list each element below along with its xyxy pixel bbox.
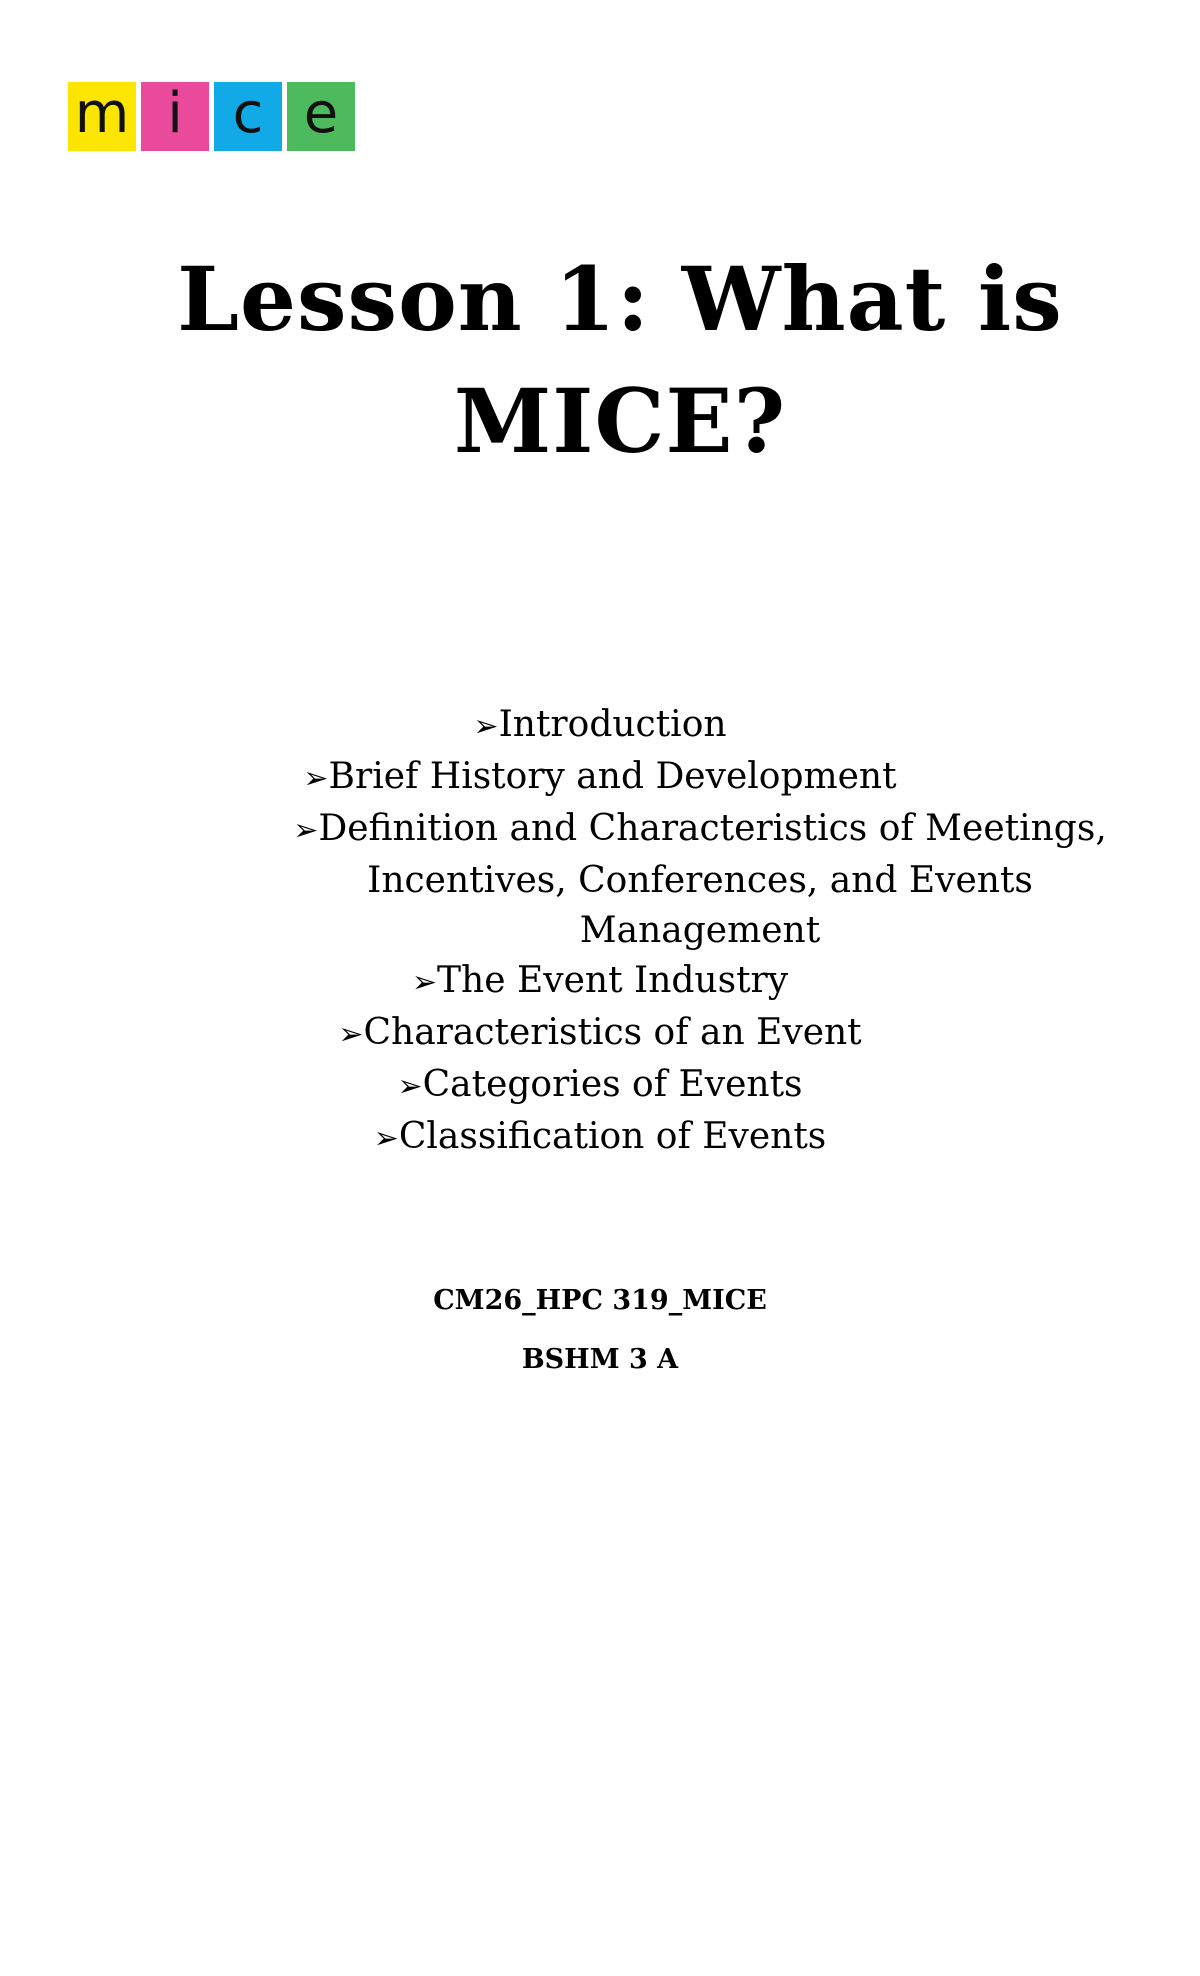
logo-tile-e — [287, 82, 355, 151]
arrow-bullet-icon: ➢ — [473, 709, 499, 744]
topic-text: Categories of Events — [422, 1064, 803, 1105]
logo-tile-i — [141, 82, 209, 151]
arrow-bullet-icon: ➢ — [397, 1069, 423, 1104]
topic-text: Classification of Events — [398, 1116, 827, 1157]
logo-letter: c — [232, 80, 264, 146]
topic-item — [0, 1060, 1200, 1112]
topic-item — [0, 956, 1200, 1008]
topic-text: Introduction — [498, 704, 727, 745]
topic-text: The Event Industry — [437, 960, 789, 1001]
course-code: CM26_HPC 319_MICE — [433, 1285, 767, 1316]
topic-text: Definition and Characteristics of Meetings, Incentives, Conferences, and Events Management — [318, 808, 1107, 951]
arrow-bullet-icon: ➢ — [338, 1017, 364, 1052]
logo-letter: i — [167, 80, 183, 146]
arrow-bullet-icon: ➢ — [373, 1121, 399, 1156]
logo-letter: m — [74, 80, 130, 146]
logo-tile-c — [214, 82, 282, 151]
mice-logo — [68, 82, 355, 151]
topic-list — [0, 700, 1200, 1164]
topic-item — [0, 1008, 1200, 1060]
topic-item — [0, 752, 1200, 804]
topic-item — [0, 1112, 1200, 1164]
topic-text: Brief History and Development — [328, 756, 897, 797]
logo-letter: e — [303, 80, 339, 146]
topic-item — [270, 804, 1130, 956]
topic-text: Characteristics of an Event — [363, 1012, 862, 1053]
arrow-bullet-icon: ➢ — [303, 761, 329, 796]
topic-item — [0, 700, 1200, 752]
page-title: Lesson 1: What is MICE? — [177, 247, 1063, 473]
arrow-bullet-icon: ➢ — [411, 965, 438, 1000]
class-section: BSHM 3 A — [521, 1344, 679, 1375]
arrow-bullet-icon: ➢ — [293, 813, 319, 848]
logo-tile-m — [68, 82, 136, 151]
